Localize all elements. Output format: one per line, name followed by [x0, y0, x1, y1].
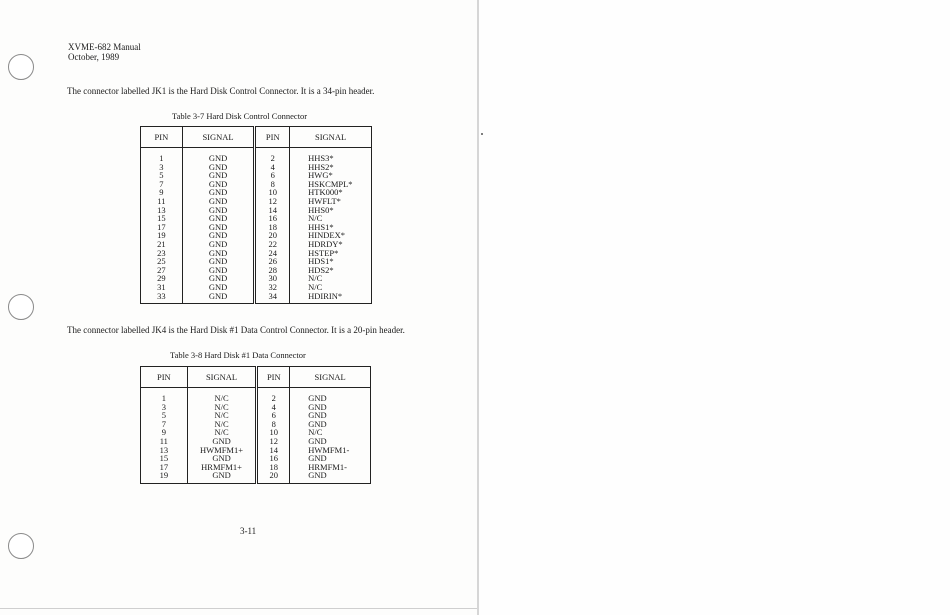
- signal-name: HDS2*: [290, 266, 372, 275]
- intro-paragraph-jk1: The connector labelled JK1 is the Hard Disk Control Connector. It is a 34-pin header.: [67, 86, 375, 96]
- pin-number: 34: [255, 292, 290, 304]
- pin-number: 19: [157, 230, 166, 241]
- table-row: [141, 463, 371, 472]
- table-row: [141, 197, 372, 206]
- binder-hole-top: [8, 54, 34, 80]
- signal-name: HHS2*: [290, 163, 372, 172]
- signal-name: HRMFM1+: [187, 463, 257, 472]
- pin-number: 7: [159, 178, 164, 189]
- signal-name: GND: [290, 437, 371, 446]
- signal-name: GND: [290, 454, 371, 463]
- table-row: [141, 471, 371, 483]
- doc-title: XVME-682 Manual: [68, 42, 141, 52]
- pin-number: 29: [157, 273, 166, 284]
- pin-number: 22: [255, 240, 290, 249]
- pin-number: 14: [257, 446, 290, 455]
- signal-name: GND: [182, 171, 255, 180]
- signal-name: N/C: [187, 388, 257, 403]
- table-row: [141, 388, 371, 403]
- pin-number: 28: [255, 266, 290, 275]
- signal-name: HTK000*: [290, 188, 372, 197]
- signal-name: GND: [290, 388, 371, 403]
- signal-name: GND: [290, 471, 371, 483]
- table-row: [141, 214, 372, 223]
- pin-number: 5: [159, 170, 164, 181]
- signal-name: GND: [182, 292, 255, 304]
- table-row: [141, 411, 371, 420]
- signal-name: N/C: [187, 420, 257, 429]
- pin-number: 8: [255, 180, 290, 189]
- table-row: [141, 420, 371, 429]
- pin-number: 20: [255, 231, 290, 240]
- pin-number: 4: [255, 163, 290, 172]
- pin-number: 12: [255, 197, 290, 206]
- pin-number: 24: [255, 249, 290, 258]
- signal-name: GND: [182, 283, 255, 292]
- pin-number: 17: [157, 221, 166, 232]
- pin-number: 33: [157, 290, 166, 301]
- table-header-row: [141, 127, 372, 148]
- signal-name: GND: [182, 249, 255, 258]
- column-header-pin: PIN: [255, 127, 290, 148]
- signal-name: N/C: [187, 403, 257, 412]
- pin-table: [140, 126, 372, 304]
- signal-name: GND: [182, 223, 255, 232]
- table-row: [141, 446, 371, 455]
- pin-number: 17: [159, 461, 169, 472]
- signal-name: GND: [187, 454, 257, 463]
- signal-name: N/C: [290, 214, 372, 223]
- pin-number: 26: [255, 257, 290, 266]
- signal-name: HINDEX*: [290, 231, 372, 240]
- pin-number: 31: [157, 281, 166, 292]
- signal-name: HHS3*: [290, 148, 372, 163]
- pin-number: 10: [257, 428, 290, 437]
- signal-name: N/C: [290, 274, 372, 283]
- signal-name: GND: [182, 266, 255, 275]
- signal-name: HWMFM1+: [187, 446, 257, 455]
- pin-number: 15: [157, 213, 166, 224]
- signal-name: HSTEP*: [290, 249, 372, 258]
- signal-name: GND: [182, 188, 255, 197]
- table-row: [141, 428, 371, 437]
- column-header-signal: SIGNAL: [187, 367, 257, 388]
- signal-name: GND: [182, 231, 255, 240]
- pin-number: 10: [255, 188, 290, 197]
- table-row: [141, 148, 372, 163]
- pin-number: 2: [255, 148, 290, 163]
- table-row: [141, 266, 372, 275]
- pin-number: 18: [255, 223, 290, 232]
- table-caption: Table 3-7 Hard Disk Control Connector: [172, 111, 308, 121]
- table-row: [141, 403, 371, 412]
- signal-name: GND: [182, 214, 255, 223]
- page-edge: [0, 608, 478, 609]
- signal-name: HDIRIN*: [290, 292, 372, 304]
- signal-name: GND: [182, 197, 255, 206]
- pin-number: 6: [255, 171, 290, 180]
- signal-name: N/C: [187, 411, 257, 420]
- column-header-signal: SIGNAL: [182, 127, 255, 148]
- signal-name: HDRDY*: [290, 240, 372, 249]
- pin-number: 7: [161, 418, 166, 429]
- pin-number: 2: [257, 388, 290, 403]
- table-row: [141, 163, 372, 172]
- signal-name: HHS1*: [290, 223, 372, 232]
- pin-number: 13: [157, 204, 166, 215]
- scan-speck: [481, 133, 483, 135]
- column-header-pin: PIN: [141, 367, 188, 388]
- signal-name: GND: [182, 180, 255, 189]
- intro-paragraph-jk4: The connector labelled JK4 is the Hard Disk #1 Data Control Connector. It is a 20-pin header.: [67, 325, 405, 335]
- column-header-signal: SIGNAL: [290, 367, 371, 388]
- signal-name: GND: [187, 471, 257, 483]
- pin-number: 3: [161, 401, 166, 412]
- pin-number: 4: [257, 403, 290, 412]
- pin-number: 27: [157, 264, 166, 275]
- pin-number: 18: [257, 463, 290, 472]
- binder-hole-middle: [8, 294, 34, 320]
- pin-number: 3: [159, 161, 164, 172]
- pin-number: 23: [157, 247, 166, 258]
- signal-name: HSKCMPL*: [290, 180, 372, 189]
- signal-name: HWG*: [290, 171, 372, 180]
- signal-name: N/C: [187, 428, 257, 437]
- signal-name: GND: [182, 163, 255, 172]
- pin-number: 5: [161, 410, 166, 421]
- signal-name: GND: [187, 437, 257, 446]
- pin-table: [140, 366, 371, 484]
- pin-number: 11: [157, 195, 166, 206]
- page-number: 3-11: [240, 526, 257, 536]
- signal-name: N/C: [290, 283, 372, 292]
- column-header-pin: PIN: [257, 367, 290, 388]
- signal-name: GND: [290, 403, 371, 412]
- signal-name: GND: [182, 148, 255, 163]
- pin-number: 30: [255, 274, 290, 283]
- signal-name: HRMFM1-: [290, 463, 371, 472]
- pin-number: 15: [159, 453, 169, 464]
- signal-name: HWMFM1-: [290, 446, 371, 455]
- pin-number: 13: [159, 444, 169, 455]
- pin-number: 25: [157, 256, 166, 267]
- table-row: [141, 249, 372, 258]
- pin-number: 16: [255, 214, 290, 223]
- pin-number: 6: [257, 411, 290, 420]
- signal-name: GND: [182, 257, 255, 266]
- signal-name: N/C: [290, 428, 371, 437]
- pin-number: 19: [159, 470, 169, 481]
- pin-number: 9: [161, 427, 166, 438]
- pin-number: 14: [255, 206, 290, 215]
- table-row: [141, 257, 372, 266]
- table-header-row: [141, 367, 371, 388]
- signal-name: GND: [182, 274, 255, 283]
- signal-name: HHS0*: [290, 206, 372, 215]
- table-caption: Table 3-8 Hard Disk #1 Data Connector: [170, 350, 306, 360]
- signal-name: GND: [182, 240, 255, 249]
- pin-number: 9: [159, 187, 164, 198]
- pin-number: 21: [157, 238, 166, 249]
- pin-number: 32: [255, 283, 290, 292]
- signal-name: GND: [290, 411, 371, 420]
- pin-number: 1: [161, 393, 166, 403]
- table-row: [141, 274, 372, 283]
- doc-date: October, 1989: [68, 52, 120, 62]
- signal-name: HWFLT*: [290, 197, 372, 206]
- signal-name: GND: [290, 420, 371, 429]
- pin-number: 11: [159, 435, 168, 446]
- binder-hole-bottom: [8, 533, 34, 559]
- column-header-signal: SIGNAL: [290, 127, 372, 148]
- pin-number: 12: [257, 437, 290, 446]
- signal-name: HDS1*: [290, 257, 372, 266]
- blank-facing-page: [479, 0, 950, 615]
- pin-number: 16: [257, 454, 290, 463]
- pin-number: 20: [257, 471, 290, 483]
- table-row: [141, 206, 372, 215]
- column-header-pin: PIN: [141, 127, 183, 148]
- pin-number: 1: [159, 153, 164, 163]
- table-row: [141, 292, 372, 304]
- pin-number: 8: [257, 420, 290, 429]
- signal-name: GND: [182, 206, 255, 215]
